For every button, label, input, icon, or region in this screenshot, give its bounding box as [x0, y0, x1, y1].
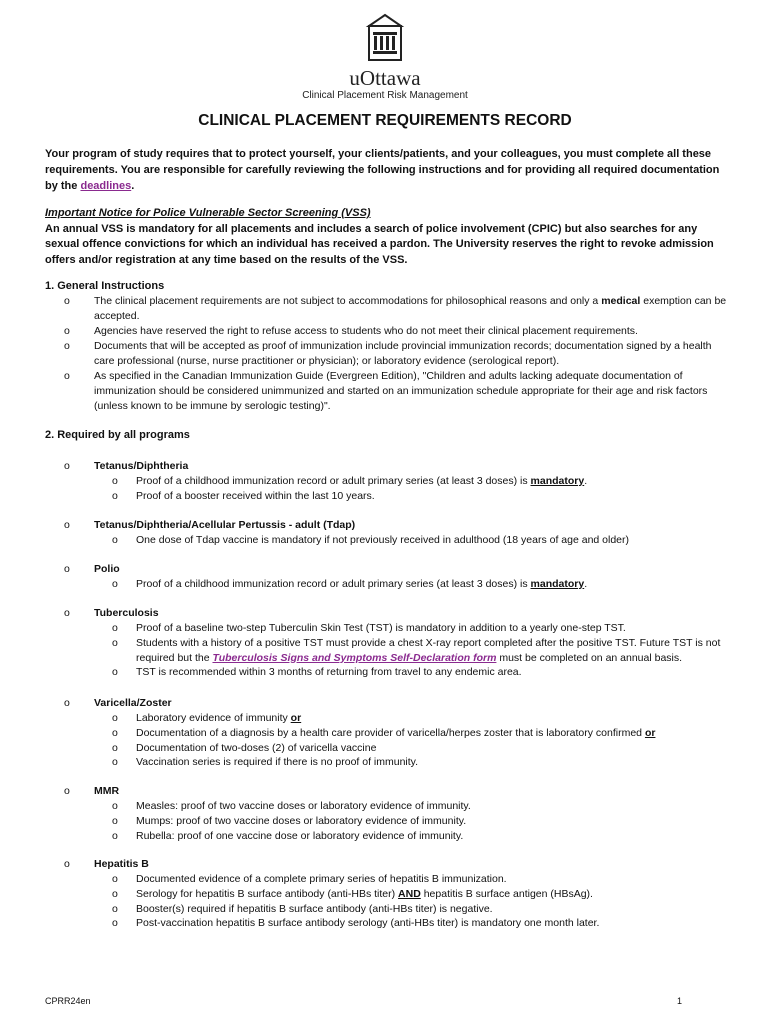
bullet-icon: o [64, 519, 70, 531]
program-name: Tetanus/Diphtheria [94, 460, 189, 472]
bullet-icon: o [64, 370, 70, 382]
list-item: o Agencies have reserved the right to refuse access to students who do not meet their clinical placement requirements. [60, 324, 730, 339]
list-item: o As specified in the Canadian Immunization Guide (Evergreen Edition), "Children and adults lacking adequate documentation of immunization should be considered unimmunized and started on an immunization schedule appropriate for their age and risk factors (unless known to be immune by serologic testing)". [60, 369, 730, 414]
program-tetanus-diphtheria: o Tetanus/Diphtheria o Proof of a childhood immunization record or adult primary series (at least 3 doses) is mandatory. o Proof of a booster received within the last 10 years. [60, 459, 730, 504]
program-mmr: o MMR o Measles: proof of two vaccine doses or laboratory evidence of immunity. o Mumps: proof of two vaccine doses or laboratory evidence of immunity. o Rubella: proof of one vaccine dose or laboratory evidence of immunity. [60, 784, 730, 843]
intro-paragraph [45, 146, 725, 194]
vss-body: An annual VSS is mandatory for all placements and includes a search of police involvement (CPIC) but also searches for any sexual offence convictions for which an individual has received a pardon. The University reserves the right to revoke admission offers and/or registration at any time based on the results of the VSS. [45, 222, 714, 266]
program-name: MMR [94, 785, 120, 797]
bullet-icon: o [64, 563, 70, 575]
program-name: Tetanus/Diphtheria/Acellular Pertussis - adult (Tdap) [94, 519, 356, 531]
intro-text: Your program of study requires that to protect yourself, your clients/patients, and your colleagues, you must complete all these requirements. You are responsible for carefully reviewing the following instructions and for providing all required documentation by the [45, 148, 720, 192]
program-tuberculosis: o Tuberculosis o Proof of a baseline two-step Tuberculin Skin Test (TST) is mandatory in addition to a yearly one-step TST. o Students with a history of a positive TST must provide a chest X-ray report completed after the positive TST. Future TST is not required but the Tuberculosis Signs and Symptoms Self-Declaration form must be completed on an annual basis. o TST is recommended within 3 months of returning from travel to any endemic area. [60, 606, 730, 680]
bullet-icon: o [64, 460, 70, 472]
page-number: 1 [677, 996, 683, 1006]
bullet-icon: o [64, 697, 70, 709]
program-hepatitis-b: o Hepatitis B o Documented evidence of a complete primary series of hepatitis B immunization. o Serology for hepatitis B surface antibody (anti-HBs titer) AND hepatitis B surface antigen (HBsAg). o Booster(s) required if hepatitis B surface antibody (anti-HBs titer) is negative. o Post-vaccination hepatitis B surface antibody serology (anti-HBs titer) is mandatory one month later. [60, 857, 730, 931]
bullet-icon: o [64, 607, 70, 619]
bullet-icon: o [64, 340, 70, 352]
tb-declaration-link[interactable]: Tuberculosis Signs and Symptoms Self-Declaration form [212, 651, 497, 664]
program-tdap: o Tetanus/Diphtheria/Acellular Pertussis - adult (Tdap) o One dose of Tdap vaccine is mandatory if not previously received in adulthood (18 years of age and older) [60, 518, 730, 548]
list-item: o The clinical placement requirements are not subject to accommodations for philosophical reasons and only a medical exemption can be accepted. [60, 294, 730, 324]
vss-heading: Important Notice for Police Vulnerable Sector Screening (VSS) [45, 207, 371, 219]
bullet-icon: o [64, 858, 70, 870]
general-heading: 1. General Instructions [45, 280, 165, 292]
uottawa-logo-icon [364, 12, 406, 64]
document-code: CPRR24en [45, 996, 91, 1006]
intro-after: . [131, 180, 135, 192]
vss-notice [45, 206, 725, 268]
brand-name: uOttawa [349, 66, 421, 90]
page-subtitle: Clinical Placement Risk Management [302, 90, 468, 101]
program-varicella: o Varicella/Zoster o Laboratory evidence of immunity or o Documentation of a diagnosis by a health care provider of varicella/herpes zoster that is laboratory confirmed or o Documentation of two-doses (2) of varicella vaccine o Vaccination series is required if there is no proof of immunity. [60, 696, 730, 770]
program-name: Tuberculosis [94, 607, 159, 619]
general-list [60, 294, 730, 414]
bullet-icon: o [64, 295, 70, 307]
bullet-icon: o [64, 785, 70, 797]
program-name: Varicella/Zoster [94, 697, 172, 709]
required-heading: 2. Required by all programs [45, 429, 190, 441]
program-name: Hepatitis B [94, 858, 149, 870]
list-item: o Documents that will be accepted as proof of immunization include provincial immunization records; documentation signed by a health care professional (nurse, nurse practitioner or physician); or laboratory evidence (serological report). [60, 339, 730, 369]
program-name: Polio [94, 563, 120, 575]
deadlines-link[interactable]: deadlines [80, 180, 132, 192]
program-polio: o Polio o Proof of a childhood immunization record or adult primary series (at least 3 doses) is mandatory. [60, 562, 730, 592]
bullet-icon: o [64, 325, 70, 337]
page-title: CLINICAL PLACEMENT REQUIREMENTS RECORD [198, 112, 572, 129]
